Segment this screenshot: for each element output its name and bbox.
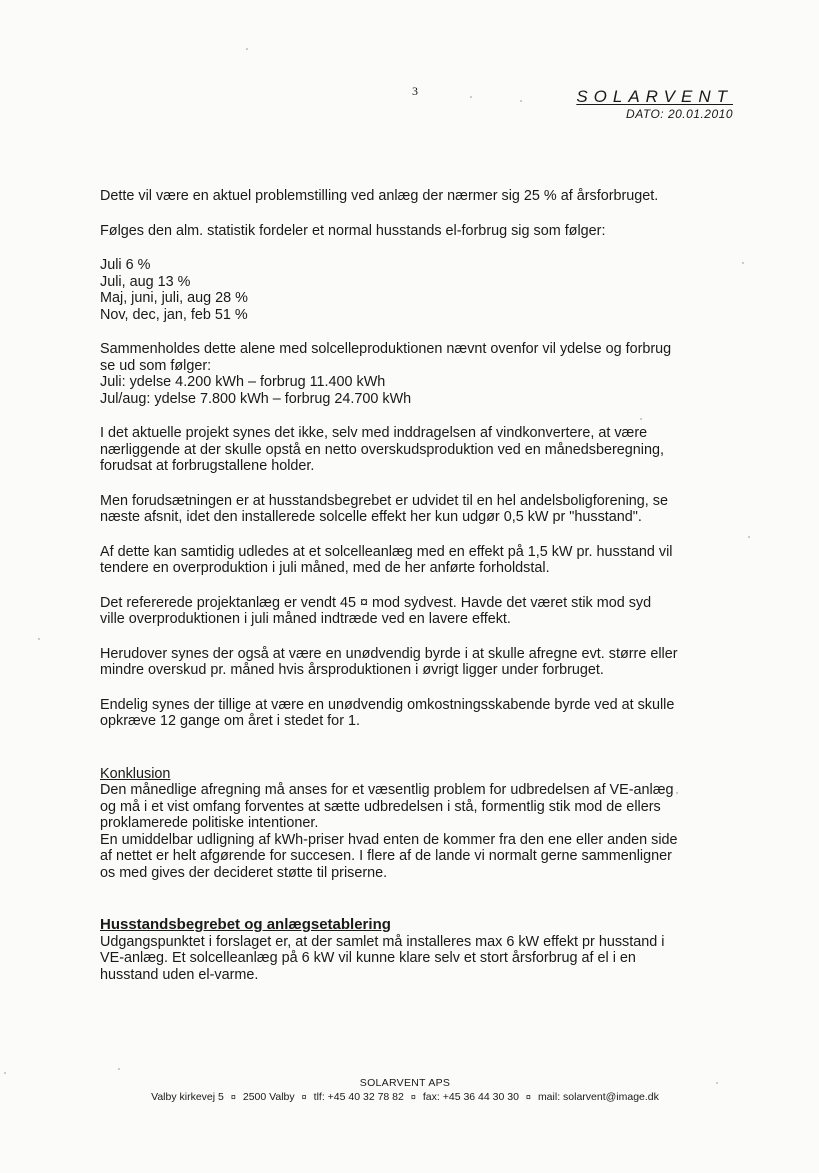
paragraph-burden	[100, 646, 722, 679]
text-line: ville overproduktionen i juli måned indtræde ved en lavere effekt.	[100, 611, 511, 627]
document-date: DATO: 20.01.2010	[626, 107, 733, 121]
text-line: Sammenholdes dette alene med solcelleproduktionen nævnt ovenfor vil ydelse og forbrug	[100, 341, 672, 357]
footer-address: Valby kirkevej 5	[151, 1091, 224, 1103]
text-line: Endelig synes der tillige at være en unødvendig omkostningsskabende byrde ved at skulle	[100, 696, 675, 713]
household-section	[100, 917, 722, 983]
text-line: forudsat at forbrugstallene holder.	[100, 458, 315, 474]
text-line: husstand uden el-varme.	[100, 966, 259, 983]
footer-company: SOLARVENT APS	[359, 1077, 451, 1089]
separator-glyph: ¤	[230, 1092, 236, 1102]
household-heading: Husstandsbegrebet og anlægsetablering	[100, 916, 391, 933]
paragraph-1	[100, 188, 722, 205]
text-line: af nettet er helt afgørende for succesen. I flere af de lande vi normalt gerne sammenligner	[100, 848, 672, 864]
footer-fax: fax: +45 36 44 30 30	[422, 1091, 519, 1103]
text-line: Det refererede projektanlæg er vendt 45 ¤ mod sydvest. Havde det været stik mod syd	[100, 594, 652, 611]
separator-glyph: ¤	[410, 1092, 416, 1102]
footer-contact	[100, 1090, 710, 1104]
separator-glyph: ¤	[525, 1092, 531, 1102]
text-line: Følges den alm. statistik fordeler et normal husstands el-forbrug sig som følger:	[100, 222, 606, 239]
list-item: Nov, dec, jan, feb 51 %	[100, 306, 248, 323]
footer-phone: tlf: +45 40 32 78 82	[313, 1091, 404, 1103]
list-item: Juli 6 %	[100, 257, 151, 273]
text-line: opkræve 12 gange om året i stedet for 1.	[100, 713, 360, 729]
text-line: se ud som følger:	[100, 357, 212, 374]
list-item: Maj, juni, juli, aug 28 %	[100, 290, 248, 306]
separator-glyph: ¤	[301, 1092, 307, 1102]
page-footer	[100, 1076, 710, 1104]
brand-name: SOLARVENT	[576, 87, 733, 106]
text-line: nærliggende at der skulle opstå en netto overskudsproduktion ved en månedsberegning,	[100, 441, 665, 458]
text-line: VE-anlæg. Et solcelleanlæg på 6 kW vil kunne klare selv et stort årsforbrug af el i en	[100, 950, 636, 966]
text-line: tendere en overproduktion i juli måned, med de her anførte forholdstal.	[100, 560, 550, 576]
text-line: I det aktuelle projekt synes det ikke, selv med inddragelsen af vindkonvertere, at være	[100, 425, 648, 441]
text-line: mindre overskud pr. måned hvis årsproduktionen i øvrigt ligger under forbruget.	[100, 662, 604, 678]
paragraph-billing	[100, 697, 722, 730]
conclusion-section	[100, 766, 722, 882]
footer-mail: mail: solarvent@image.dk	[537, 1091, 659, 1103]
conclusion-heading: Konklusion	[100, 765, 171, 782]
distribution-list	[100, 257, 722, 323]
letterhead	[576, 87, 733, 121]
document-body	[100, 188, 722, 1001]
paragraph-orientation	[100, 595, 722, 628]
text-line: Udgangspunktet i forslaget er, at der samlet må installeres max 6 kW effekt pr husstand i	[100, 933, 665, 950]
text-line: os med gives der decideret støtte til priserne.	[100, 864, 388, 881]
text-line: Men forudsætningen er at husstandsbegrebet er udvidet til en hel andelsboligforening, se	[100, 492, 669, 509]
page-number: 3	[412, 84, 418, 98]
text-line: Jul/aug: ydelse 7.800 kWh – forbrug 24.700 kWh	[100, 390, 412, 407]
footer-city: 2500 Valby	[242, 1091, 295, 1103]
paragraph-project	[100, 425, 722, 475]
text-line: Den månedlige afregning må anses for et væsentlig problem for udbredelsen af VE-anlæg	[100, 782, 674, 798]
text-line: Herudover synes der også at være en unødvendig byrde i at skulle afregne evt. større eller	[100, 645, 678, 662]
paragraph-overproduction	[100, 544, 722, 577]
text-line: næste afsnit, idet den installerede solcelle effekt her kun udgør 0,5 kW pr "husstand".	[100, 509, 642, 525]
list-item: Juli, aug 13 %	[100, 273, 191, 290]
text-line: Juli: ydelse 4.200 kWh – forbrug 11.400 kWh	[100, 374, 386, 390]
text-line: proklamerede politiske intentioner.	[100, 815, 319, 831]
paragraph-assumption	[100, 493, 722, 526]
text-line: og må i et vist omfang forventes at sætte udbredelsen i stå, formentlig stik mod de ellers	[100, 798, 661, 815]
paragraph-yield	[100, 341, 722, 407]
text-line: Dette vil være en aktuel problemstilling ved anlæg der nærmer sig 25 % af årsforbruget.	[100, 188, 659, 204]
text-line: Af dette kan samtidig udledes at et solcelleanlæg med en effekt på 1,5 kW pr. husstand vil	[100, 543, 673, 560]
paragraph-2	[100, 223, 722, 240]
text-line: En umiddelbar udligning af kWh-priser hvad enten de kommer fra den ene eller anden side	[100, 831, 678, 848]
